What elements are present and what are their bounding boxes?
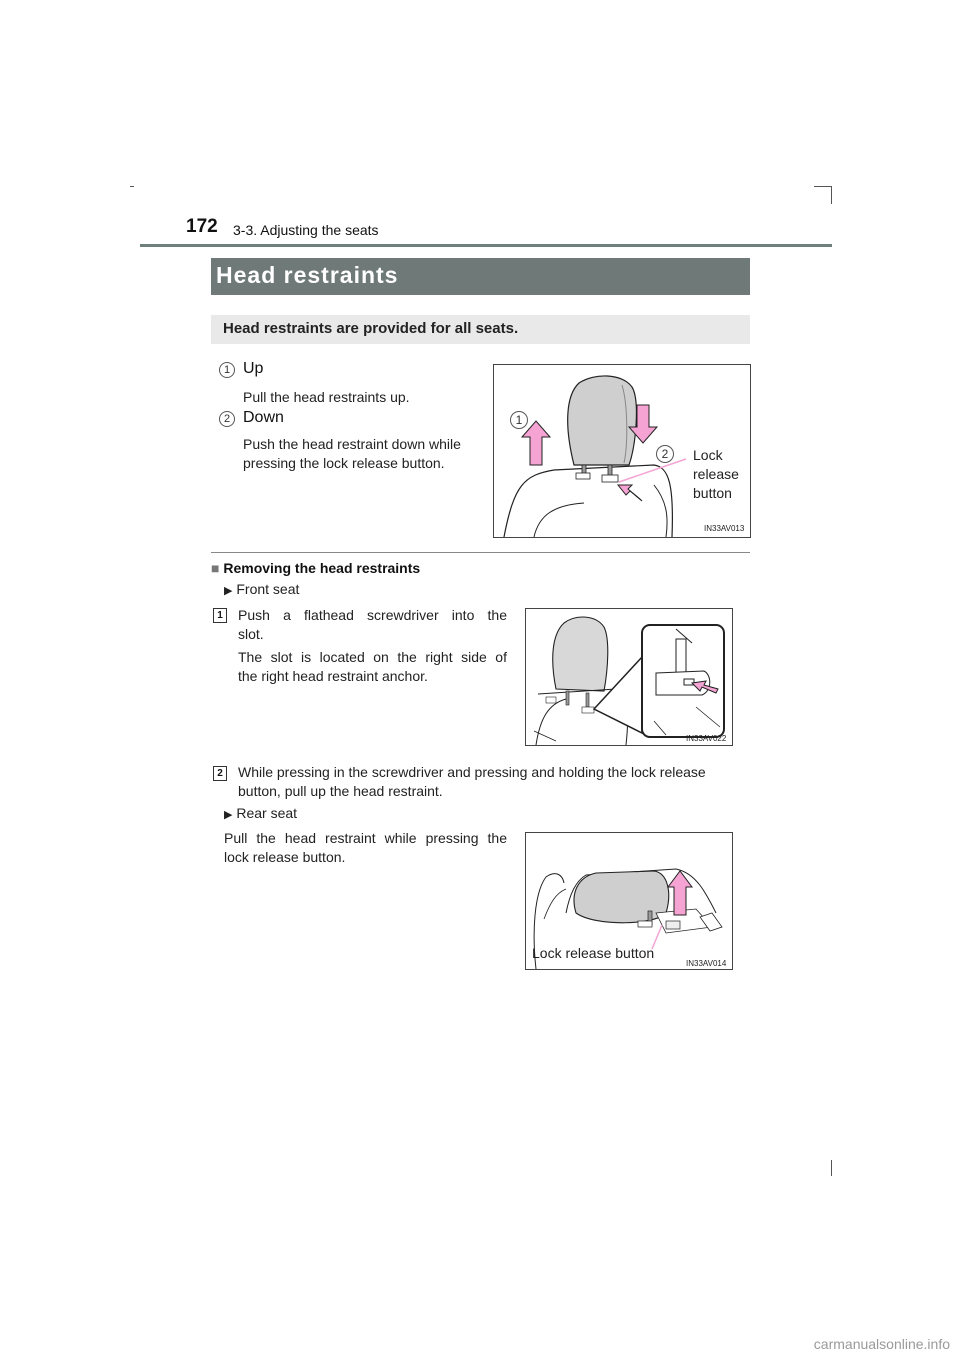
figure-code: IN33AV013	[704, 524, 745, 533]
crop-mark	[814, 186, 832, 187]
crop-mark	[831, 186, 832, 204]
step-number-badge: 2	[219, 411, 235, 427]
figure-head-restraint-adjust	[493, 364, 751, 538]
step-title-up: Up	[243, 360, 264, 377]
front-seat-illustration	[526, 609, 732, 745]
section-reference: 3-3. Adjusting the seats	[233, 222, 379, 238]
figure-code: IN33AV014	[686, 959, 727, 968]
page-number: 172	[186, 216, 218, 237]
figure-code: IN33AV022	[686, 734, 727, 743]
figure-callout-1: 1	[510, 411, 528, 429]
lock-release-button-label: Lock release button	[532, 945, 655, 961]
front-seat-step2-text: While pressing in the screwdriver and pressing and holding the lock release button, pull up the head restraint.	[238, 764, 706, 799]
header-rule	[140, 244, 832, 247]
front-seat-step1-text: Push a flathead screwdriver into the slot.	[238, 607, 507, 642]
step-number-box: 1	[213, 608, 227, 623]
square-bullet: ■	[211, 560, 220, 576]
figure-rear-seat-removal	[525, 832, 733, 970]
step-title-down: Down	[243, 409, 284, 426]
intro-text: Head restraints are provided for all seats.	[223, 320, 519, 337]
step-number-box: 2	[213, 766, 227, 781]
triangle-bullet-icon: ▶	[224, 809, 233, 821]
watermark: carmanualsonline.info	[813, 1336, 950, 1352]
figure-callout-2: 2	[656, 445, 674, 463]
front-seat-label: ▶ Front seat	[224, 581, 300, 597]
step-text-down: Push the head restraint down while pressing the lock release button.	[243, 436, 461, 471]
step-text-up: Pull the head restraints up.	[243, 389, 410, 405]
crop-mark	[130, 186, 134, 187]
section-title-bar	[211, 258, 750, 295]
lock-release-button-label: Lock release button	[693, 447, 739, 501]
section-divider	[211, 552, 750, 553]
triangle-bullet-icon: ▶	[224, 585, 233, 597]
figure-front-seat-removal	[525, 608, 733, 746]
intro-bar	[211, 315, 750, 344]
section-title: Head restraints	[216, 262, 399, 288]
removing-heading: ■ Removing the head restraints	[211, 560, 421, 576]
step-number-badge: 1	[219, 362, 235, 378]
front-seat-step1-note: The slot is located on the right side of the right head restraint anchor.	[238, 649, 507, 684]
rear-seat-label: ▶ Rear seat	[224, 805, 298, 821]
crop-mark	[831, 1160, 832, 1176]
rear-seat-text: Pull the head restraint while pressing the lock release button.	[224, 830, 507, 865]
